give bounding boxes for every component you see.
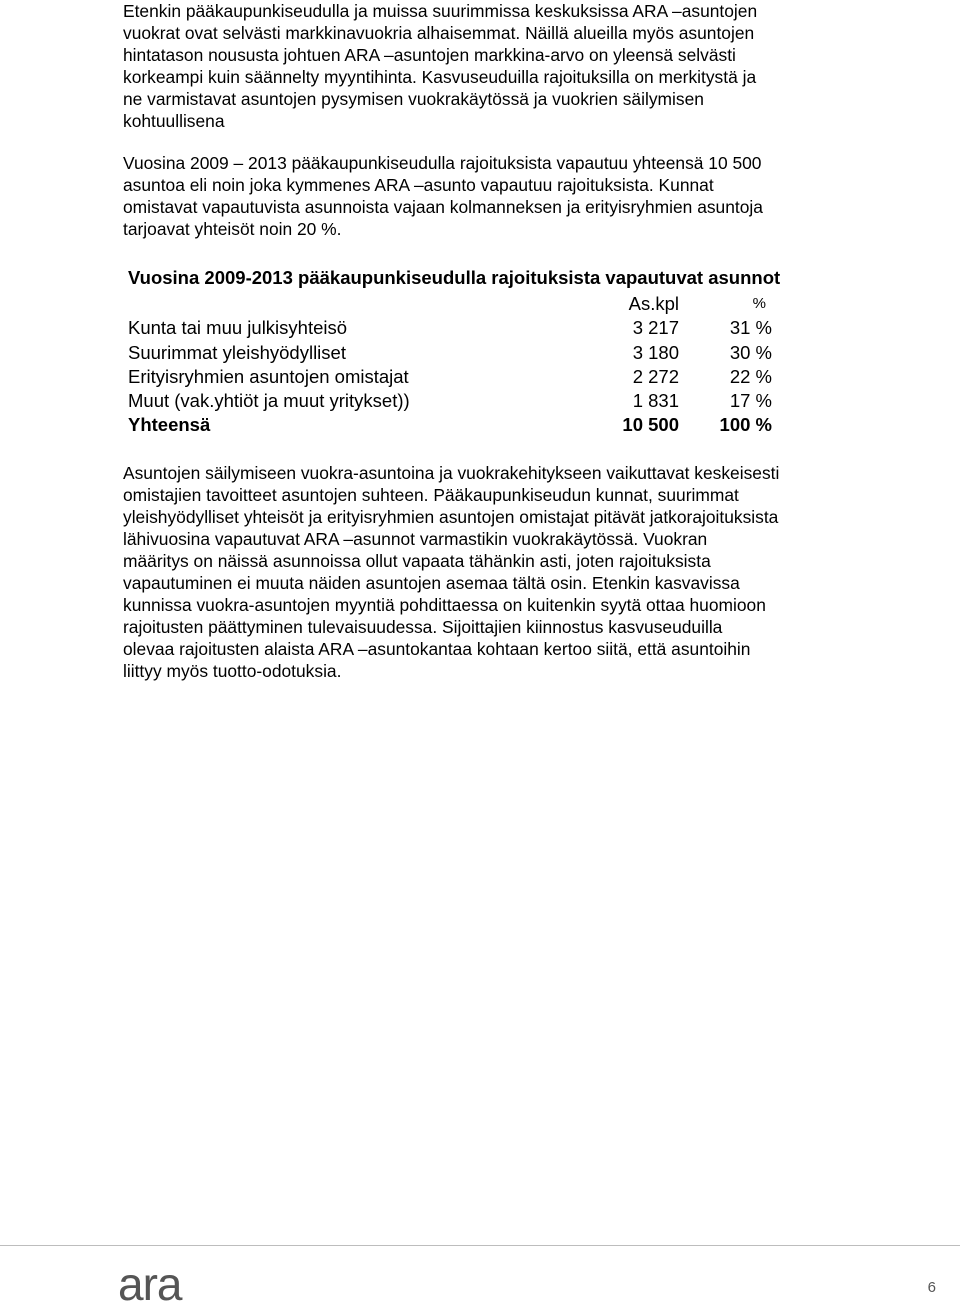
release-summary-paragraph: Vuosina 2009 – 2013 pääkaupunkiseudulla rajoituksista vapautuu yhteensä 10 500 asuntoa eli noin joka kymmenes ARA –asunto vapautuu rajoituksista. Kunnat omistavat vapautuvista asunnoista vajaan kolmanneksen ja erityisryhmien asuntoja tarjoavat yhteisöt noin 20 %.	[123, 153, 763, 239]
row-count: 1 831	[632, 390, 679, 412]
table-title: Vuosina 2009-2013 pääkaupunkiseudulla rajoituksista vapautuvat asunnot	[128, 267, 781, 288]
ara-logo: ara	[118, 1258, 182, 1310]
row-percent: 31 %	[729, 317, 772, 339]
row-count: 3 217	[632, 317, 679, 339]
total-label: Yhteensä	[128, 414, 211, 436]
row-label: Muut (vak.yhtiöt ja muut yritykset))	[128, 390, 410, 412]
column-header-count: As.kpl	[628, 293, 679, 314]
table-row	[128, 365, 788, 389]
footer-divider	[0, 1245, 960, 1246]
page-number: 6	[927, 1279, 936, 1296]
row-label: Kunta tai muu julkisyhteisö	[128, 317, 348, 339]
table-row	[128, 389, 788, 413]
intro-paragraph: Etenkin pääkaupunkiseudulla ja muissa suurimmissa keskuksissa ARA –asuntojen vuokrat ovat selvästi markkinavuokria alhaisemmat. Näillä alueilla myös asuntojen hintatason noususta johtuen ARA –asuntojen markkina-arvo on yleensä selvästi korkeampi kuin säännelty myyntihinta. Kasvuseuduilla rajoituksilla on merkitystä ja ne varmistavat asuntojen pysymisen vuokrakäytössä ja vuokrien säilymisen kohtuullisena	[123, 1, 758, 131]
total-percent: 100 %	[719, 414, 772, 436]
row-percent: 30 %	[729, 341, 772, 363]
row-percent: 22 %	[729, 365, 772, 387]
row-count: 3 180	[632, 341, 679, 363]
row-percent: 17 %	[729, 390, 772, 412]
table-total-row	[128, 413, 788, 437]
released-housing-table	[128, 292, 788, 438]
table-row	[128, 316, 788, 340]
table-header-row	[128, 292, 788, 316]
row-count: 2 272	[632, 365, 679, 387]
column-header-percent: %	[752, 295, 766, 312]
row-label: Erityisryhmien asuntojen omistajat	[128, 365, 409, 387]
owners-goals-paragraph: Asuntojen säilymiseen vuokra-asuntoina ja vuokrakehitykseen vaikuttavat keskeisesti omistajien tavoitteet asuntojen suhteen. Pääkaupunkiseudun kunnat, suurimmat yleishyödylliset yhteisöt ja erityisryhmien asuntojen omistajat pitävät jatkorajoituksista lähivuosina vapautuvat ARA –asunnot varmastikin vuokrakäytössä. Vuokran määritys on näissä asunnoissa ollut vapaata tähänkin asti, joten rajoituksista vapautuminen ei muuta näiden asuntojen asemaa tältä osin. Etenkin kasvavissa kunnissa vuokra-asuntojen myyntiä pohdittaessa on kuitenkin syytä ottaa huomioon rajoitusten päättyminen tulevaisuudessa. Sijoittajien kiinnostus kasvuseuduilla olevaa rajoitusten alaista ARA –asuntokantaa kohtaan kertoo siitä, että asuntoihin liittyy myös tuotto-odotuksia.	[123, 463, 780, 681]
table-row	[128, 341, 788, 365]
row-label: Suurimmat yleishyödylliset	[128, 341, 346, 363]
total-count: 10 500	[622, 414, 679, 436]
